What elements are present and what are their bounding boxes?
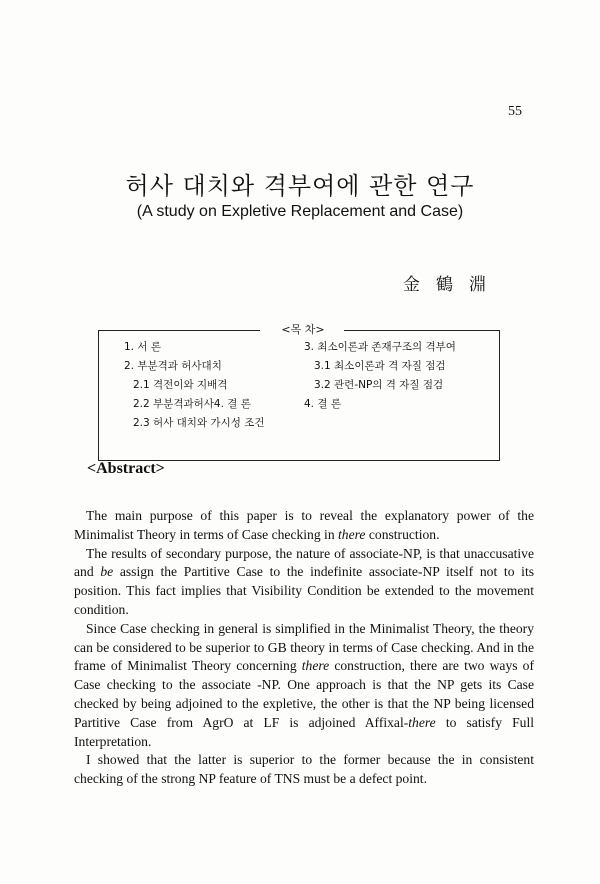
toc-item: 2.3 허사 대치와 가시성 조건 [133, 417, 265, 429]
text-run: construction. [365, 526, 440, 542]
toc-item: 2.1 격전이와 지배격 [133, 379, 228, 391]
toc-border-right [344, 330, 499, 331]
toc-heading: <목 차> [262, 321, 344, 337]
toc-item: 2. 부분격과 허사대치 [124, 360, 222, 372]
italic-term: there [338, 526, 366, 542]
text-run: assign the Partitive Case to the indefinite associate-NP itself not to its position. This fact implies that Visibility Condition be extended to the movement condition. [74, 564, 535, 617]
page-number: 55 [508, 104, 522, 119]
text-run: to satisfy Full Interpretation. [74, 714, 535, 749]
toc-item: 4. 결 론 [304, 398, 341, 410]
toc-item: 3.2 관련-NP의 격 자질 점검 [314, 379, 444, 391]
toc-border-left [98, 330, 260, 331]
abstract-paragraph [74, 545, 534, 620]
text-run: I showed that the latter is superior to the former because the in consistent checking of the strong NP feature of TNS must be a defect point. [74, 752, 534, 787]
author-name: 金鶴淵 [403, 275, 502, 295]
toc-item: 1. 서 론 [124, 341, 161, 353]
abstract-paragraph [74, 751, 534, 789]
paper-title: 허사 대치와 격부여에 관한 연구 [125, 172, 475, 200]
abstract-heading: <Abstract> [87, 460, 165, 477]
abstract-paragraph [74, 620, 534, 752]
text-run: The results of secondary purpose, the nature of associate-NP, is that unaccusative and [74, 545, 534, 580]
text-run: construction, there are two ways of Case checking to the associate -NP. One approach is that the NP gets its Case checked by being adjoined to the expletive, the other is that the NP being licensed Partitive Case from AgrO at LF is adjoined Affixal- [74, 658, 534, 730]
text-run: Since Case checking in general is simplified in the Minimalist Theory, the theory can be considered to be superior to GB theory in terms of Case checking. And in the frame of Minimalist Theory concerning [74, 620, 534, 674]
toc-item: 2.2 부분격과허사4. 결 론 [133, 398, 251, 410]
text-run: The main purpose of this paper is to reveal the explanatory power of the Minimalist Theory in terms of Case checking in [74, 508, 534, 542]
italic-term: there [301, 658, 330, 674]
toc-item: 3. 최소이론과 존재구조의 격부여 [304, 341, 456, 353]
italic-term: be [100, 564, 114, 580]
paper-subtitle: (A study on Expletive Replacement and Case) [136, 203, 464, 220]
italic-term: there [408, 714, 436, 730]
abstract-body [74, 507, 534, 789]
toc-item: 3.1 최소이론과 격 자질 점검 [314, 360, 446, 372]
abstract-paragraph [74, 507, 534, 545]
